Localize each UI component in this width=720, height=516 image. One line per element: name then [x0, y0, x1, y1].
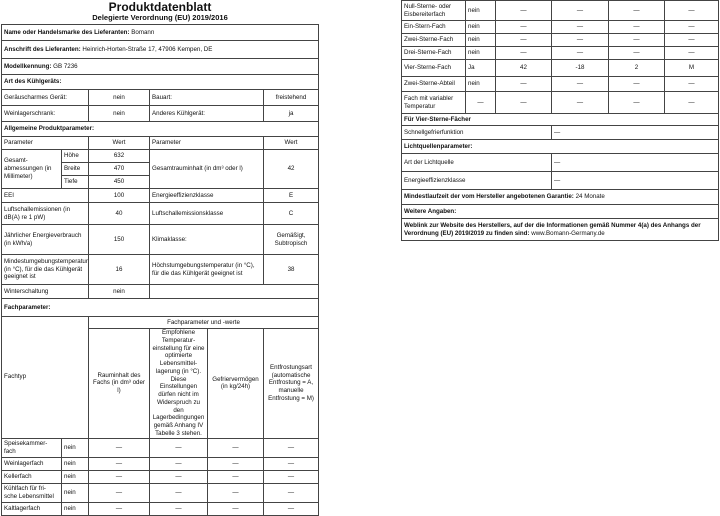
- table-row: [2, 457, 319, 470]
- compartment-volume: —: [89, 457, 150, 470]
- left-data-table: [1, 24, 319, 516]
- model-value: GB 7236: [53, 62, 78, 70]
- address-row: [2, 41, 319, 59]
- light-heading: Lichtquellenparameter:: [402, 140, 719, 154]
- compartment-name: Kellerfach: [2, 470, 62, 483]
- compartment-defrost: —: [665, 47, 719, 60]
- compartment-volume: —: [496, 1, 552, 21]
- compartment-temp: —: [552, 92, 609, 114]
- compartment-name: Weinlagerfach: [2, 457, 62, 470]
- wine-row: [2, 106, 319, 122]
- general-heading: Allgemeine Produktparameter:: [2, 122, 319, 137]
- compartment-volume: —: [496, 92, 552, 114]
- table-row: [402, 1, 719, 21]
- table-row: [2, 438, 319, 457]
- compartment-name: Drei-Sterne-Fach: [402, 47, 466, 60]
- energy-row: [2, 225, 319, 255]
- volume-label: Gesamtrauminhalt (in dm³ oder l): [150, 150, 264, 189]
- low-noise-row: [2, 90, 319, 106]
- compartment-present: nein: [62, 470, 89, 483]
- compartment-temp: —: [150, 438, 208, 457]
- max-temp-label: Höchstumgebungstemperatur (in °C), für die das Kühlgerät geeignet ist: [150, 255, 264, 285]
- design-label: Bauart:: [150, 90, 264, 106]
- quick-freeze-row: [402, 126, 719, 140]
- compartment-temp: —: [552, 21, 609, 34]
- design-value: freistehend: [264, 90, 319, 106]
- noise-class-value: C: [264, 203, 319, 225]
- temperature-row: [2, 255, 319, 285]
- compartment-present: —: [466, 92, 496, 114]
- compartment-present: nein: [62, 502, 89, 515]
- eei-value: 100: [89, 189, 150, 203]
- compartment-name: Null-Sterne- oder Eisbereiterfach: [402, 1, 466, 21]
- noise-class-label: Luftschallemissionsklasse: [150, 203, 264, 225]
- compartment-temp: —: [150, 483, 208, 502]
- appliance-type-heading: Art des Kühlgeräts:: [2, 75, 319, 90]
- table-row: [402, 21, 719, 34]
- depth-value: 450: [89, 176, 150, 189]
- compartment-name: Vier-Sterne-Fach: [402, 60, 466, 77]
- compartment-defrost: —: [264, 457, 319, 470]
- model-label: Modellkennung:: [4, 62, 52, 70]
- supplier-label: Name oder Handelsmarke des Lieferanten:: [4, 28, 130, 36]
- light-type-row: [402, 154, 719, 172]
- light-class-label: Energieeffizienzklasse: [402, 172, 552, 190]
- compartment-temp: —: [552, 1, 609, 21]
- noise-label: Luftschallemissionen (in dB(A) re 1 pW): [2, 203, 89, 225]
- compartment-temp: —: [552, 47, 609, 60]
- low-noise-value: nein: [89, 90, 150, 106]
- further-link-row: [402, 219, 719, 241]
- address-label: Anschrift des Lieferanten:: [4, 45, 81, 53]
- noise-row: [2, 203, 319, 225]
- other-label: Anderes Kühlgerät:: [150, 106, 264, 122]
- col-value: Wert: [89, 137, 150, 150]
- compartment-freeze: —: [609, 92, 665, 114]
- further-link-text: Weblink zur Website des Herstellers, auf der die Informationen gemäß Nummer 4(a) des Anhangs der Verordnung (EU) 2019/2019 zu finden sind:: [404, 221, 701, 237]
- compartment-freeze: —: [609, 21, 665, 34]
- table-row: [402, 47, 719, 60]
- compartment-defrost: —: [665, 1, 719, 21]
- col-param2: Parameter: [150, 137, 264, 150]
- noise-value: 40: [89, 203, 150, 225]
- compartments-heading-row: [2, 299, 319, 317]
- compartment-defrost: —: [264, 483, 319, 502]
- table-row: [402, 34, 719, 47]
- freeze-header: Gefriervermögen (in kg/24h): [208, 329, 264, 439]
- width-value: 470: [89, 163, 150, 176]
- energy-value: 150: [89, 225, 150, 255]
- right-data-table: [401, 0, 719, 241]
- compartment-temp: —: [150, 457, 208, 470]
- compartment-volume: 42: [496, 60, 552, 77]
- volume-value: 42: [264, 150, 319, 189]
- light-class-value: —: [552, 172, 719, 190]
- compartment-name: Zwei-Sterne-Abteil: [402, 77, 466, 92]
- compartment-freeze: —: [609, 47, 665, 60]
- table-row: [402, 92, 719, 114]
- temp-header: Empfohlene Temperatur-einstellung für eine optimierte Lebensmittel-lagerung (in °C). Diese Einstellungen dürfen nicht im Widerspruch zu den Lagerbedingungen gemäß Anhang IV Tabelle 3 stehen.: [150, 329, 208, 439]
- min-temp-value: 16: [89, 255, 150, 285]
- page-title: Produktdatenblatt: [108, 0, 212, 14]
- compartment-temp: —: [150, 470, 208, 483]
- climate-label: Klimaklasse:: [150, 225, 264, 255]
- compartment-present: nein: [466, 34, 496, 47]
- supplier-row: [2, 25, 319, 41]
- manufacturer-link[interactable]: www.Bomann-Germany.de: [531, 229, 605, 237]
- compartment-present: nein: [466, 21, 496, 34]
- appliance-type-heading-row: [2, 75, 319, 90]
- light-class-row: [402, 172, 719, 190]
- energy-class-label: Energieeffizienzklasse: [150, 189, 264, 203]
- compartment-freeze: —: [208, 470, 264, 483]
- compartment-volume: —: [496, 47, 552, 60]
- group-header: Fachparameter und -werte: [89, 317, 319, 329]
- four-star-heading: Für Vier-Sterne-Fächer: [402, 114, 719, 126]
- general-heading-row: [2, 122, 319, 137]
- energy-label: Jährlicher Energieverbrauch (in kWh/a): [2, 225, 89, 255]
- compartment-defrost: —: [264, 470, 319, 483]
- climate-value: Gemäßigt, Subtropisch: [264, 225, 319, 255]
- compartment-defrost: —: [264, 438, 319, 457]
- compartment-volume: —: [496, 21, 552, 34]
- further-heading: Weitere Angaben:: [402, 205, 719, 219]
- page-subtitle: Delegierte Verordnung (EU) 2019/2016: [92, 13, 228, 22]
- compartment-freeze: —: [609, 1, 665, 21]
- light-type-label: Art der Lichtquelle: [402, 154, 552, 172]
- compartment-present: nein: [62, 438, 89, 457]
- defrost-header: Entfrostungsart (automatische Entfrostung = A, manuelle Entfrostung = M): [264, 329, 319, 439]
- general-columns-row: [2, 137, 319, 150]
- compartment-temp: —: [150, 502, 208, 515]
- compartment-defrost: M: [665, 60, 719, 77]
- other-value: ja: [264, 106, 319, 122]
- eei-label: EEI: [2, 189, 89, 203]
- compartment-present: nein: [62, 483, 89, 502]
- supplier-value: Bomann: [131, 28, 155, 36]
- compartment-freeze: —: [208, 438, 264, 457]
- dimensions-label: Gesamt-abmessungen (in Millimeter): [2, 150, 62, 189]
- compartment-name: Ein-Stern-Fach: [402, 21, 466, 34]
- compartment-temp: —: [552, 77, 609, 92]
- compartment-volume: —: [496, 77, 552, 92]
- quick-freeze-value: —: [552, 126, 719, 140]
- winter-label: Winterschaltung: [2, 285, 89, 299]
- wine-value: nein: [89, 106, 150, 122]
- quick-freeze-label: Schnellgefrierfunktion: [402, 126, 552, 140]
- compartment-defrost: —: [665, 77, 719, 92]
- further-heading-row: [402, 205, 719, 219]
- eei-row: [2, 189, 319, 203]
- compartment-defrost: —: [665, 92, 719, 114]
- compartment-present: nein: [466, 47, 496, 60]
- compartment-name: Zwei-Sterne-Fach: [402, 34, 466, 47]
- depth-label: Tiefe: [62, 176, 89, 189]
- compartment-present: Ja: [466, 60, 496, 77]
- compartment-present: nein: [62, 457, 89, 470]
- address-value: Heinrich-Horten-Straße 17, 47906 Kempen, DE: [82, 45, 213, 53]
- type-header: Fachtyp: [2, 317, 89, 439]
- volume-header: Rauminhalt des Fachs (in dm³ oder l): [89, 329, 150, 439]
- compartment-volume: —: [89, 470, 150, 483]
- compartment-name: Kühlfach für fri-sche Lebensmittel: [2, 483, 62, 502]
- light-heading-row: [402, 140, 719, 154]
- compartment-defrost: —: [264, 502, 319, 515]
- compartment-present: nein: [466, 77, 496, 92]
- low-noise-label: Geräuscharmes Gerät:: [2, 90, 89, 106]
- compartment-defrost: —: [665, 34, 719, 47]
- compartment-freeze: —: [208, 457, 264, 470]
- light-type-value: —: [552, 154, 719, 172]
- col-value2: Wert: [264, 137, 319, 150]
- compartment-temp: —: [552, 34, 609, 47]
- warranty-label: Mindestlaufzeit der vom Hersteller angebotenen Garantie:: [404, 193, 574, 201]
- model-row: [2, 59, 319, 75]
- col-param: Parameter: [2, 137, 89, 150]
- height-label: Höhe: [62, 150, 89, 163]
- compartment-freeze: 2: [609, 60, 665, 77]
- warranty-value: 24 Monate: [575, 193, 605, 201]
- compartment-present: nein: [466, 1, 496, 21]
- compartment-freeze: —: [208, 483, 264, 502]
- four-star-heading-row: [402, 114, 719, 126]
- compartment-temp: -18: [552, 60, 609, 77]
- energy-class-value: E: [264, 189, 319, 203]
- compartment-volume: —: [89, 438, 150, 457]
- compartment-volume: —: [89, 502, 150, 515]
- compartment-freeze: —: [609, 34, 665, 47]
- compartment-name: Fach mit variabler Temperatur: [402, 92, 466, 114]
- table-row: [2, 470, 319, 483]
- width-label: Breite: [62, 163, 89, 176]
- warranty-row: [402, 190, 719, 205]
- compartment-group-row: [2, 317, 319, 329]
- compartment-freeze: —: [208, 502, 264, 515]
- table-row: [402, 77, 719, 92]
- compartment-freeze: —: [609, 77, 665, 92]
- height-value: 632: [89, 150, 150, 163]
- table-row: [402, 60, 719, 77]
- min-temp-label: Mindestumgebungstemperatur (in °C), für die das Kühlgerät geeignet ist: [2, 255, 89, 285]
- compartment-defrost: —: [665, 21, 719, 34]
- table-row: [2, 483, 319, 502]
- compartment-volume: —: [89, 483, 150, 502]
- compartment-name: Kaltlagerfach: [2, 502, 62, 515]
- compartments-heading: Fachparameter:: [2, 299, 319, 317]
- winter-row: [2, 285, 319, 299]
- wine-label: Weinlagerschrank:: [2, 106, 89, 122]
- winter-value: nein: [89, 285, 150, 299]
- max-temp-value: 38: [264, 255, 319, 285]
- compartment-volume: —: [496, 34, 552, 47]
- compartment-name: Speisekammer-fach: [2, 438, 62, 457]
- height-row: [2, 150, 319, 163]
